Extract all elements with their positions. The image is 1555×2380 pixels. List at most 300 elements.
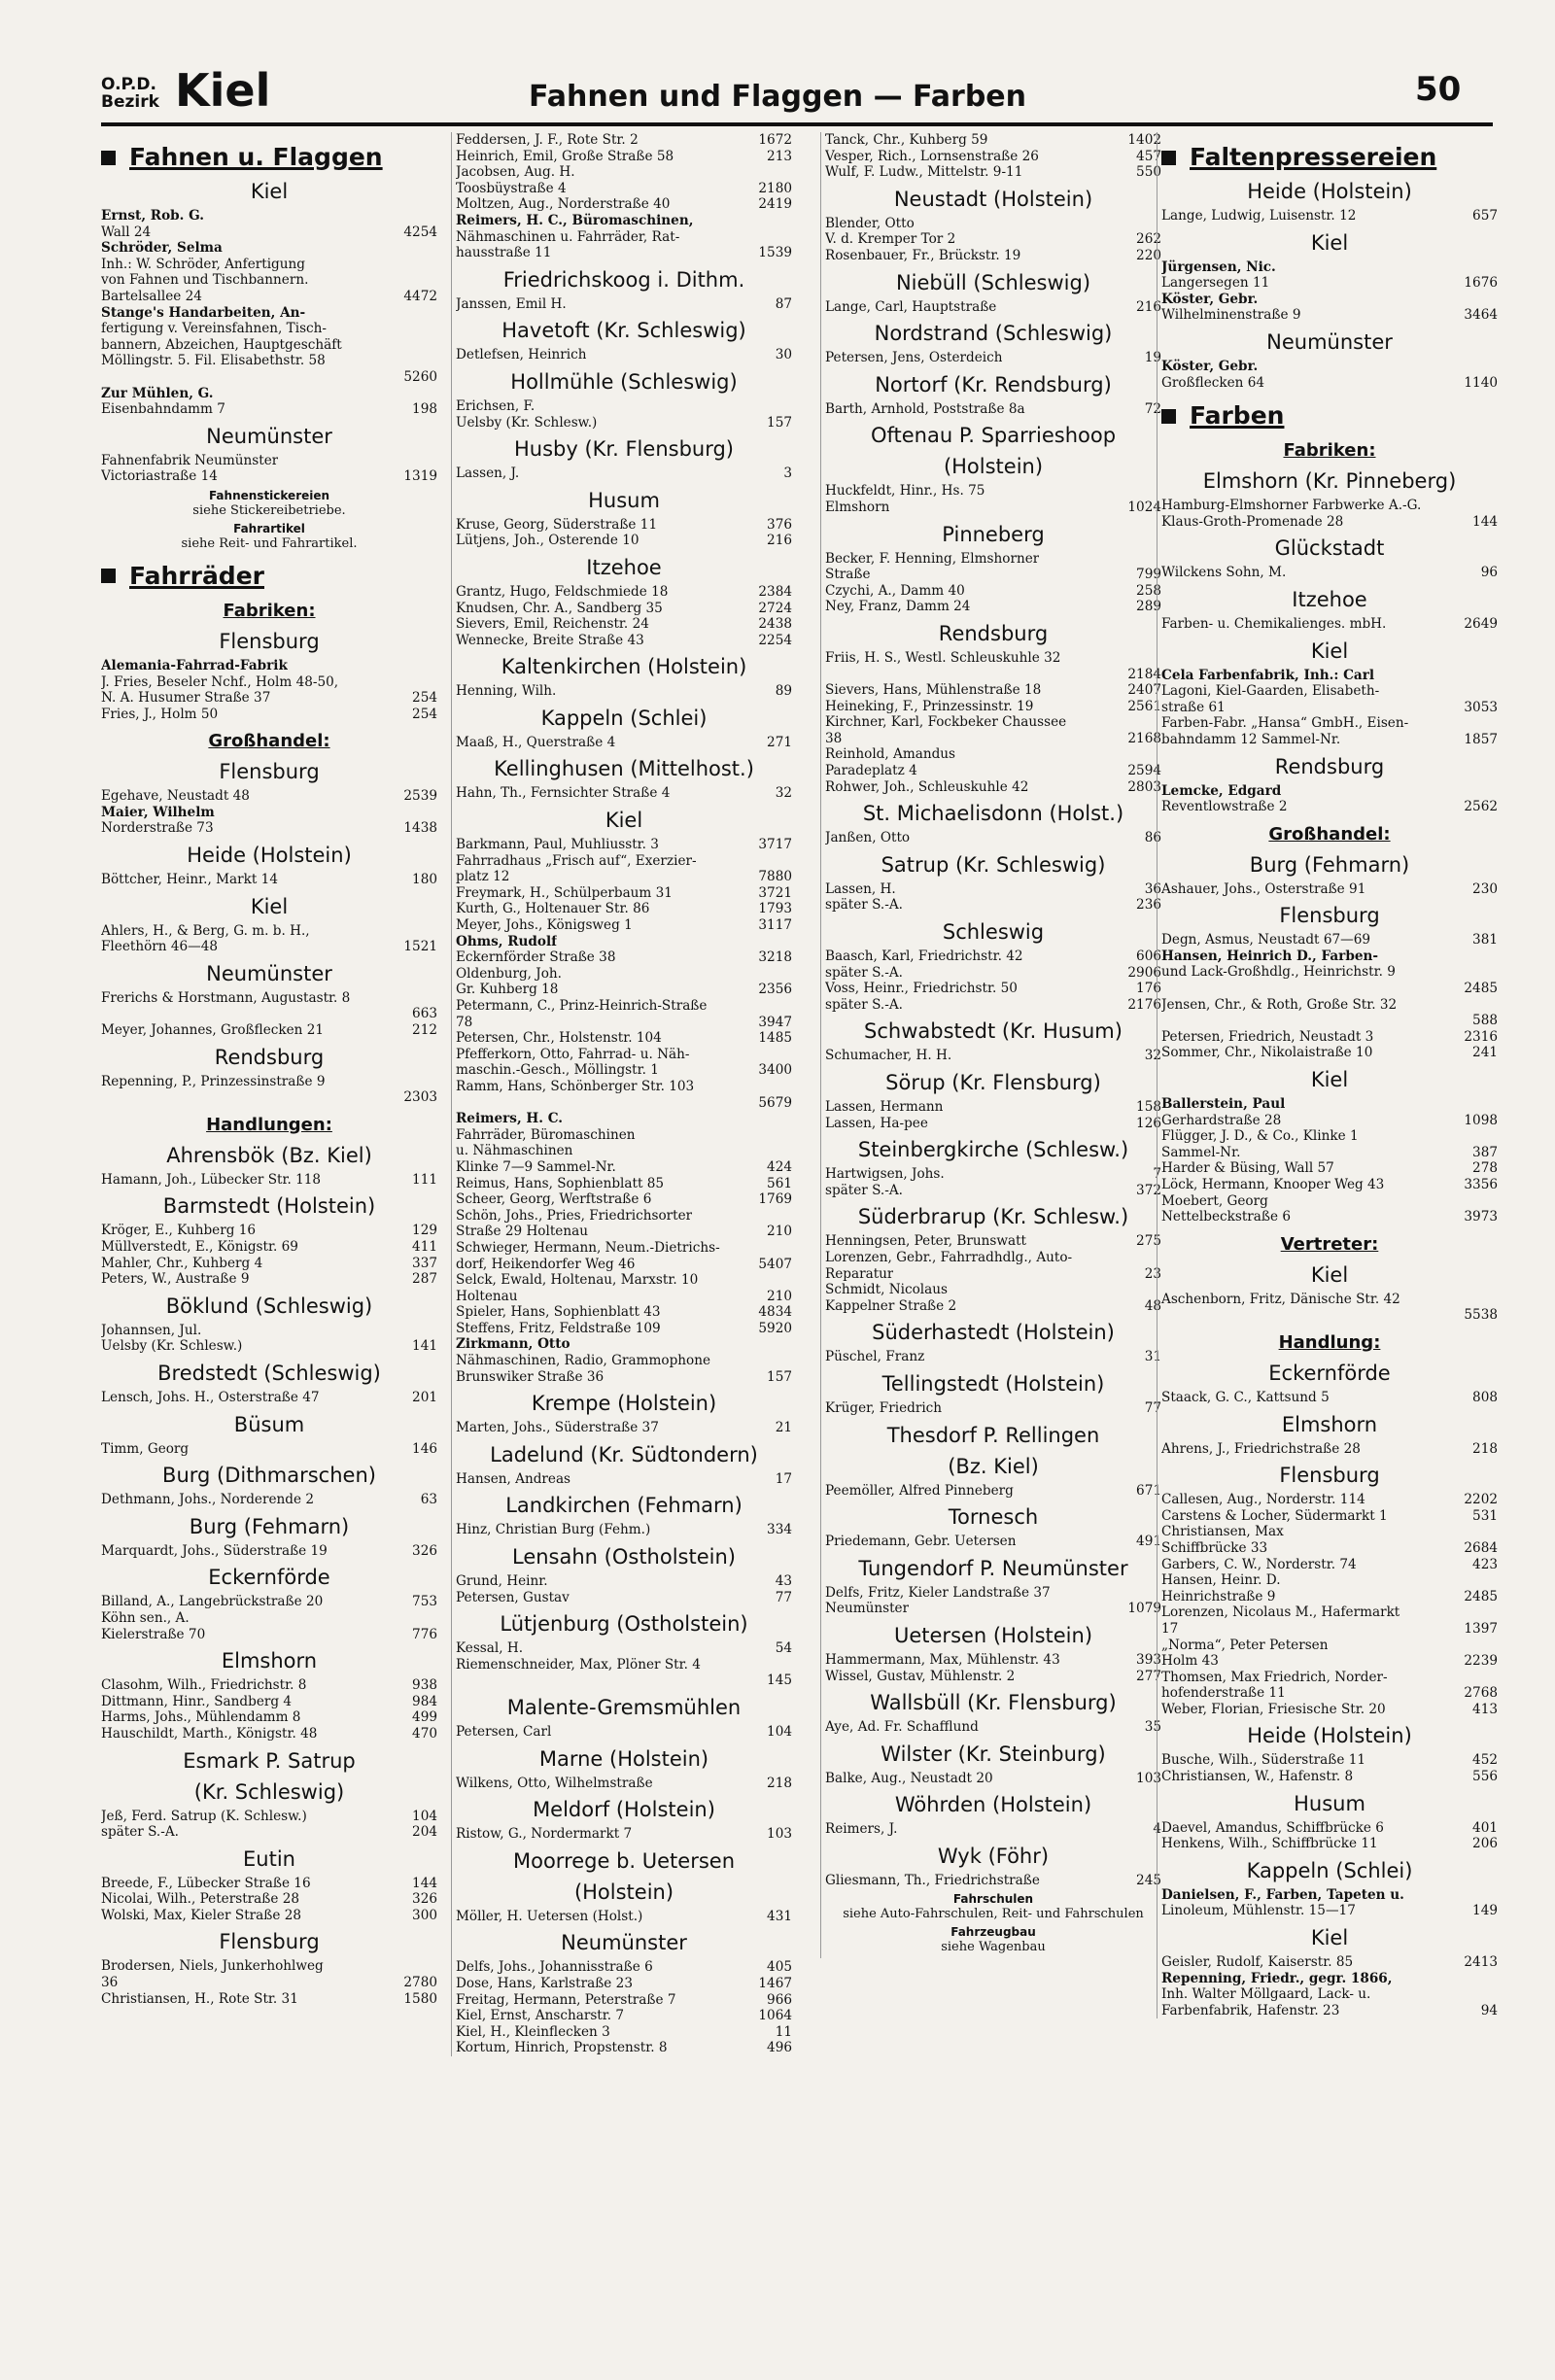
phone-number: 2202	[1464, 1492, 1498, 1508]
entry-name: Grund, Heinr.	[456, 1573, 548, 1590]
list-item	[101, 257, 437, 273]
list-item	[101, 690, 437, 707]
entry-name: Reimus, Hans, Sophienblatt 85	[456, 1175, 665, 1191]
phone-number: 1580	[403, 1990, 437, 2007]
phone-number: 111	[412, 1171, 437, 1188]
entry-name: Peters, W., Austraße 9	[101, 1271, 250, 1288]
entry-name: J. Fries, Beseler Nchf., Holm 48-50,	[101, 673, 339, 690]
place-heading: Kiel	[250, 180, 289, 203]
phone-number: 671	[1136, 1482, 1161, 1499]
phone-number: 2485	[1464, 1588, 1498, 1604]
phone-number: 31	[1144, 1349, 1161, 1365]
list-item	[1161, 981, 1498, 997]
phone-number: 21	[775, 1420, 792, 1436]
entry-name: Püschel, Franz	[825, 1349, 925, 1365]
list-item	[825, 949, 1161, 965]
entry-name: platz 12	[456, 869, 510, 885]
phone-number: 1098	[1464, 1112, 1498, 1128]
entry-name: Becker, F. Henning, Elmshorner	[825, 550, 1040, 567]
list-item	[456, 949, 792, 966]
cross-reference-heading: Fahrartikel	[233, 521, 305, 535]
list-item	[456, 2024, 792, 2041]
phone-number: 799	[1136, 567, 1161, 583]
phone-number: 86	[1144, 830, 1161, 846]
phone-number: 236	[1136, 897, 1161, 914]
place-heading: Kiel	[1310, 1926, 1349, 1950]
list-item	[825, 1652, 1161, 1669]
list-item	[1161, 1113, 1498, 1129]
list-item	[1161, 565, 1498, 581]
list-item	[1161, 1820, 1498, 1837]
entry-name: Callesen, Aug., Norderstr. 114	[1161, 1492, 1365, 1508]
entry-name: Marten, Johs., Süderstraße 37	[456, 1420, 659, 1436]
phone-number: 3053	[1464, 699, 1498, 715]
entry-name: Köster, Gebr.	[1161, 291, 1259, 307]
entry-name: Kappelner Straße 2	[825, 1297, 957, 1314]
entry-name: fertigung v. Vereinsfahnen, Tisch-	[101, 321, 328, 337]
list-item	[825, 483, 1161, 500]
entry-name: „Norma“, Peter Petersen	[1161, 1637, 1329, 1653]
list-item	[1161, 1540, 1498, 1557]
entry-name: Nähmaschinen, Radio, Grammophone	[456, 1353, 711, 1369]
list-item	[101, 1223, 437, 1239]
phone-number: 210	[767, 1288, 792, 1304]
place-heading: Süderbrarup (Kr. Schlesw.)	[857, 1205, 1129, 1229]
list-item	[101, 208, 437, 224]
list-item	[1161, 1441, 1498, 1458]
entry-name: Tanck, Chr., Kuhberg 59	[825, 132, 988, 148]
entry-name: Kröger, E., Kuhberg 16	[101, 1223, 257, 1239]
subheading: Großhandel:	[1268, 823, 1391, 845]
list-item	[101, 1908, 437, 1924]
phone-number: 2168	[1127, 730, 1161, 746]
entry-name: Lemcke, Edgard	[1161, 782, 1282, 799]
phone-number: 556	[1472, 1769, 1498, 1785]
phone-number: 5407	[758, 1256, 792, 1272]
list-item	[456, 517, 792, 534]
entry-name: Danielsen, F., Farben, Tapeten u.	[1161, 1886, 1404, 1903]
entry-name: Hansen, Andreas	[456, 1470, 571, 1487]
place-heading: Neumünster	[206, 424, 332, 448]
phone-number: 1676	[1464, 275, 1498, 292]
entry-name: Henning, Wilh.	[456, 683, 557, 700]
list-item	[101, 990, 437, 1007]
list-item	[825, 699, 1161, 715]
entry-name: Harder & Büsing, Wall 57	[1161, 1160, 1334, 1177]
entry-name: Ney, Franz, Damm 24	[825, 599, 971, 615]
header-rule	[101, 122, 1493, 126]
list-item	[101, 1338, 437, 1355]
phone-number: 72	[1144, 400, 1161, 417]
entry-name: Lassen, Ha-pee	[825, 1115, 928, 1131]
list-item	[456, 398, 792, 415]
section-marker	[1161, 151, 1176, 165]
list-item	[825, 1233, 1161, 1250]
list-item	[456, 1127, 792, 1144]
entry-name: Reventlowstraße 2	[1161, 799, 1288, 815]
list-item	[456, 1369, 792, 1386]
phone-number: 300	[412, 1907, 437, 1923]
entry-name: Blender, Otto	[825, 215, 915, 231]
phone-number: 1402	[1127, 132, 1161, 148]
list-item	[1161, 1954, 1498, 1971]
place-heading: Esmark P. Satrup	[183, 1748, 356, 1773]
entry-name: Fahrräder, Büromaschinen	[456, 1126, 636, 1143]
place-heading: Ladelund (Kr. Südtondern)	[490, 1442, 758, 1466]
column-3	[820, 132, 1161, 1958]
entry-name: Uelsby (Kr. Schlesw.)	[101, 1338, 243, 1355]
phone-number: 376	[767, 516, 792, 533]
list-item	[825, 1771, 1161, 1787]
phone-number: 157	[767, 1368, 792, 1385]
entry-name: Nähmaschinen u. Fahrräder, Rat-	[456, 228, 680, 245]
phone-number: 588	[1472, 1013, 1498, 1029]
entry-name: Alemania-Fahrrad-Fabrik	[101, 657, 288, 673]
list-item	[1161, 1307, 1498, 1324]
list-item	[456, 1673, 792, 1689]
phone-number: 405	[767, 1959, 792, 1976]
list-item	[1161, 498, 1498, 514]
entry-name: Lagoni, Kiel-Gaarden, Elisabeth-	[1161, 683, 1380, 700]
entry-name: Oldenburg, Joh.	[456, 965, 563, 982]
list-item	[101, 707, 437, 723]
entry-name: Balke, Aug., Neustadt 20	[825, 1770, 993, 1786]
list-item	[456, 601, 792, 617]
entry-name: Wall 24	[101, 224, 152, 240]
phone-number: 216	[1136, 298, 1161, 315]
list-item	[825, 1483, 1161, 1500]
entry-name: Christiansen, H., Rote Str. 31	[101, 1990, 298, 2007]
phone-number: 277	[1136, 1668, 1161, 1684]
list-item	[1161, 1836, 1498, 1852]
entry-name: Kortum, Hinrich, Propstenstr. 8	[456, 2040, 668, 2056]
list-item	[1161, 1702, 1498, 1718]
list-item	[825, 667, 1161, 683]
entry-name: Müllverstedt, E., Königstr. 69	[101, 1239, 298, 1255]
list-item	[101, 1492, 437, 1508]
list-item	[1161, 732, 1498, 748]
cross-reference-text: siehe Auto-Fahrschulen, Reit- und Fahrschulen	[843, 1907, 1144, 1922]
subheading: Vertreter:	[1280, 1233, 1379, 1255]
phone-number: 2407	[1127, 682, 1161, 699]
list-item	[101, 240, 437, 257]
entry-name: Dose, Hans, Karlstraße 23	[456, 1975, 633, 1991]
entry-name: Hartwigsen, Johs.	[825, 1166, 945, 1183]
entry-name: Paradeplatz 4	[825, 763, 917, 779]
list-item	[1161, 1903, 1498, 1919]
phone-number: 220	[1136, 247, 1161, 263]
place-heading: Neustadt (Holstein)	[893, 187, 1093, 211]
list-item	[825, 981, 1161, 997]
entry-name: Klaus-Groth-Promenade 28	[1161, 513, 1344, 530]
place-heading: Wallsbüll (Kr. Flensburg)	[870, 1691, 1117, 1715]
phone-number: 230	[1472, 880, 1498, 897]
list-item	[101, 369, 437, 386]
list-item	[825, 551, 1161, 568]
entry-name: Ristow, G., Nordermarkt 7	[456, 1826, 633, 1843]
list-item	[825, 350, 1161, 366]
phone-number: 218	[1472, 1440, 1498, 1457]
list-item	[101, 1891, 437, 1908]
phone-number: 423	[1472, 1556, 1498, 1572]
list-item	[456, 1095, 792, 1112]
list-item	[101, 1006, 437, 1022]
list-item	[1161, 783, 1498, 800]
list-item	[101, 1694, 437, 1710]
entry-name: Heinrichstraße 9	[1161, 1588, 1276, 1604]
entry-name: Schmidt, Nicolaus	[825, 1282, 948, 1298]
entry-name: straße 61	[1161, 699, 1226, 715]
phone-number: 180	[412, 872, 437, 888]
entry-name: Neumünster	[825, 1601, 910, 1617]
list-item	[825, 650, 1161, 667]
entry-name: Kielerstraße 70	[101, 1626, 206, 1642]
page-header	[0, 0, 1555, 136]
place-heading: Itzehoe	[1292, 587, 1367, 611]
phone-number: 4472	[403, 288, 437, 304]
place-heading: Flensburg	[219, 760, 320, 784]
phone-number: 2561	[1127, 698, 1161, 714]
place-heading: Rendsburg	[1274, 754, 1385, 778]
entry-name: Christiansen, Max	[1161, 1524, 1284, 1540]
entry-name: Reparatur	[825, 1265, 894, 1282]
entry-name: Priedemann, Gebr. Uetersen	[825, 1534, 1017, 1550]
entry-name: Petersen, Chr., Holstenstr. 104	[456, 1030, 662, 1047]
entry-name: bahndamm 12 Sammel-Nr.	[1161, 731, 1341, 747]
phone-number: 103	[1136, 1770, 1161, 1786]
entry-name: Sievers, Emil, Reichenstr. 24	[456, 616, 649, 633]
entry-name: Dittmann, Hinr., Sandberg 4	[101, 1693, 293, 1709]
list-item	[101, 1323, 437, 1339]
entry-name: Straße	[825, 567, 871, 583]
phone-number: 2356	[758, 982, 792, 998]
phone-number: 1438	[403, 820, 437, 837]
entry-name: Kirchner, Karl, Fockbeker Chaussee	[825, 714, 1067, 731]
entry-name: Böttcher, Heinr., Markt 14	[101, 872, 278, 888]
entry-name: Lorenzen, Gebr., Fahrradhdlg., Auto-	[825, 1249, 1073, 1265]
list-item	[101, 923, 437, 940]
list-item	[825, 965, 1161, 982]
place-heading: Meldorf (Holstein)	[533, 1798, 715, 1822]
entry-name: Krüger, Friedrich	[825, 1399, 943, 1416]
list-item	[1161, 1045, 1498, 1061]
phone-number: 157	[767, 414, 792, 431]
place-heading: Kiel	[1310, 1262, 1349, 1287]
place-heading: Neumünster	[206, 961, 332, 985]
entry-name: 17	[1161, 1620, 1179, 1637]
list-item	[1161, 1128, 1498, 1145]
phone-number: 452	[1472, 1752, 1498, 1769]
place-heading: Kiel	[1310, 230, 1349, 255]
list-item	[101, 805, 437, 821]
section-title: Fahrräder	[129, 561, 264, 590]
entry-name: Johannsen, Jul.	[101, 1322, 202, 1338]
entry-name: Aschenborn, Fritz, Dänische Str. 42	[1161, 1291, 1400, 1307]
place-heading: Nortorf (Kr. Rendsburg)	[875, 372, 1112, 397]
place-heading: Lensahn (Ostholstein)	[512, 1545, 736, 1569]
phone-number: 54	[775, 1640, 792, 1657]
list-item	[101, 939, 437, 955]
place-heading: Eutin	[243, 1846, 295, 1871]
list-item	[456, 1304, 792, 1321]
list-item	[1161, 1145, 1498, 1161]
entry-name: Holtenau	[456, 1288, 518, 1304]
entry-name: Jeß, Ferd. Satrup (K. Schlesw.)	[101, 1808, 307, 1824]
list-item	[101, 1610, 437, 1627]
list-item	[456, 1826, 792, 1843]
entry-name: Kurth, G., Holtenauer Str. 86	[456, 901, 650, 917]
place-heading: Flensburg	[1279, 904, 1380, 928]
entry-name: Delfs, Johs., Johannisstraße 6	[456, 1959, 653, 1976]
phone-number: 2724	[758, 600, 792, 616]
place-heading: Glückstadt	[1274, 536, 1385, 561]
entry-name: Lensch, Johs. H., Osterstraße 47	[101, 1389, 320, 1405]
phone-number: 2419	[758, 196, 792, 213]
entry-name: Hammermann, Max, Mühlenstr. 43	[825, 1651, 1060, 1668]
cross-reference	[825, 1892, 1161, 1921]
phone-number: 3717	[758, 837, 792, 853]
list-item	[1161, 307, 1498, 324]
entry-name: Rohwer, Joh., Schleuskuhle 42	[825, 778, 1029, 795]
phone-number: 96	[1480, 565, 1498, 581]
list-item	[825, 1183, 1161, 1199]
place-heading: (Bz. Kiel)	[948, 1454, 1039, 1478]
phone-number: 213	[767, 148, 792, 164]
section-heading	[101, 142, 437, 173]
entry-name: Sammel-Nr.	[1161, 1144, 1241, 1160]
place-heading: Thesdorf P. Rellingen	[886, 1423, 1100, 1447]
phone-number: 2780	[403, 1975, 437, 1991]
phone-number: 2413	[1464, 1954, 1498, 1971]
phone-number: 431	[767, 1908, 792, 1924]
phone-number: 176	[1136, 981, 1161, 997]
phone-number: 5260	[403, 368, 437, 385]
list-item	[1161, 700, 1498, 716]
list-item	[825, 583, 1161, 600]
entry-name: Schumacher, H. H.	[825, 1048, 952, 1064]
phone-number: 77	[775, 1589, 792, 1605]
list-item	[101, 386, 437, 402]
entry-name: Flügger, J. D., & Co., Klinke 1	[1161, 1128, 1359, 1145]
place-heading: Kappeln (Schlei)	[1246, 1858, 1413, 1882]
phone-number: 326	[412, 1891, 437, 1908]
list-item	[825, 299, 1161, 316]
place-heading: Lütjenburg (Ostholstein)	[500, 1612, 748, 1637]
subheading: Fabriken:	[223, 600, 316, 621]
entry-name: Hansen, Heinr. D.	[1161, 1572, 1281, 1589]
entry-name: Ahrens, J., Friedrichstraße 28	[1161, 1440, 1361, 1457]
list-item	[1161, 375, 1498, 392]
phone-number: 198	[412, 401, 437, 418]
place-heading: Flensburg	[219, 1930, 320, 1954]
list-item	[456, 2040, 792, 2056]
entry-name: 36	[101, 1975, 119, 1991]
phone-number: 201	[412, 1389, 437, 1405]
entry-name: Henningsen, Peter, Brunswatt	[825, 1233, 1027, 1250]
entry-name: Steffens, Fritz, Feldstraße 109	[456, 1320, 661, 1336]
phone-number: 218	[767, 1775, 792, 1791]
phone-number: 2803	[1127, 778, 1161, 795]
list-item	[456, 869, 792, 885]
entry-name: Erichsen, F.	[456, 397, 536, 414]
place-heading: Pinneberg	[942, 522, 1045, 546]
list-item	[825, 881, 1161, 898]
entry-name: Degn, Asmus, Neustadt 67—69	[1161, 932, 1371, 949]
phone-number: 4	[1153, 1821, 1161, 1838]
entry-name: Victoriastraße 14	[101, 468, 218, 485]
list-item	[456, 132, 792, 149]
list-item	[456, 1724, 792, 1741]
list-item	[825, 1534, 1161, 1550]
entry-name: Petermann, C., Prinz-Heinrich-Straße	[456, 998, 708, 1014]
place-heading: Kiel	[605, 809, 643, 833]
entry-name: Sommer, Chr., Nikolaistraße 10	[1161, 1045, 1373, 1061]
list-item	[101, 1809, 437, 1825]
list-item	[101, 1022, 437, 1039]
entry-name: Möllingstr. 5. Fil. Elisabethstr. 58	[101, 353, 326, 369]
entry-name: Lassen, H.	[825, 880, 896, 897]
phone-number: 393	[1136, 1651, 1161, 1668]
phone-number: 104	[412, 1808, 437, 1824]
place-heading: Süderhastedt (Holstein)	[872, 1321, 1115, 1345]
entry-name: Freitag, Hermann, Peterstraße 7	[456, 1991, 676, 2008]
phone-number: 1397	[1464, 1620, 1498, 1637]
list-item	[1161, 1492, 1498, 1508]
list-item	[456, 1776, 792, 1792]
phone-number: 35	[1144, 1719, 1161, 1736]
cross-reference-text: siehe Stickereibetriebe.	[192, 502, 346, 518]
phone-number: 2539	[403, 788, 437, 805]
list-item	[456, 885, 792, 902]
entry-name: Gerhardstraße 28	[1161, 1112, 1282, 1128]
list-item	[1161, 668, 1498, 684]
place-heading: Husum	[588, 488, 660, 512]
list-item	[456, 347, 792, 363]
phone-number: 5679	[758, 1094, 792, 1111]
place-heading: Itzehoe	[586, 555, 662, 579]
entry-name: Zirkmann, Otto	[456, 1336, 570, 1353]
phone-number: 2176	[1127, 996, 1161, 1013]
entry-name: Langersegen 11	[1161, 275, 1270, 292]
entry-name: Stange's Handarbeiten, An-	[101, 304, 306, 321]
list-item	[456, 1257, 792, 1273]
list-item	[456, 1191, 792, 1208]
entry-name: Schiffbrücke 33	[1161, 1539, 1268, 1556]
phone-number: 561	[767, 1175, 792, 1191]
phone-number: 753	[412, 1594, 437, 1610]
entry-name: Farbenfabrik, Hafenstr. 23	[1161, 2002, 1340, 2018]
place-heading: Wilster (Kr. Steinburg)	[881, 1742, 1106, 1766]
list-item	[825, 248, 1161, 264]
entry-name: Spieler, Hans, Sophienblatt 43	[456, 1304, 661, 1321]
section-heading	[1161, 142, 1498, 173]
list-item	[456, 1471, 792, 1488]
list-item	[825, 1601, 1161, 1617]
phone-number: 657	[1472, 208, 1498, 224]
phone-number: 2384	[758, 583, 792, 600]
list-item	[825, 1166, 1161, 1183]
column-1	[101, 132, 437, 2007]
place-heading: Nordstrand (Schleswig)	[874, 322, 1113, 346]
phone-number: 94	[1480, 2002, 1498, 2018]
entry-name: Kiel, H., Kleinflecken 3	[456, 2023, 610, 2040]
list-item	[825, 731, 1161, 747]
section-marker	[101, 569, 116, 583]
entry-name: Grantz, Hugo, Feldschmiede 18	[456, 583, 669, 600]
place-heading: (Holstein)	[943, 455, 1044, 479]
list-item	[1161, 1769, 1498, 1785]
phone-number: 2184	[1127, 666, 1161, 682]
